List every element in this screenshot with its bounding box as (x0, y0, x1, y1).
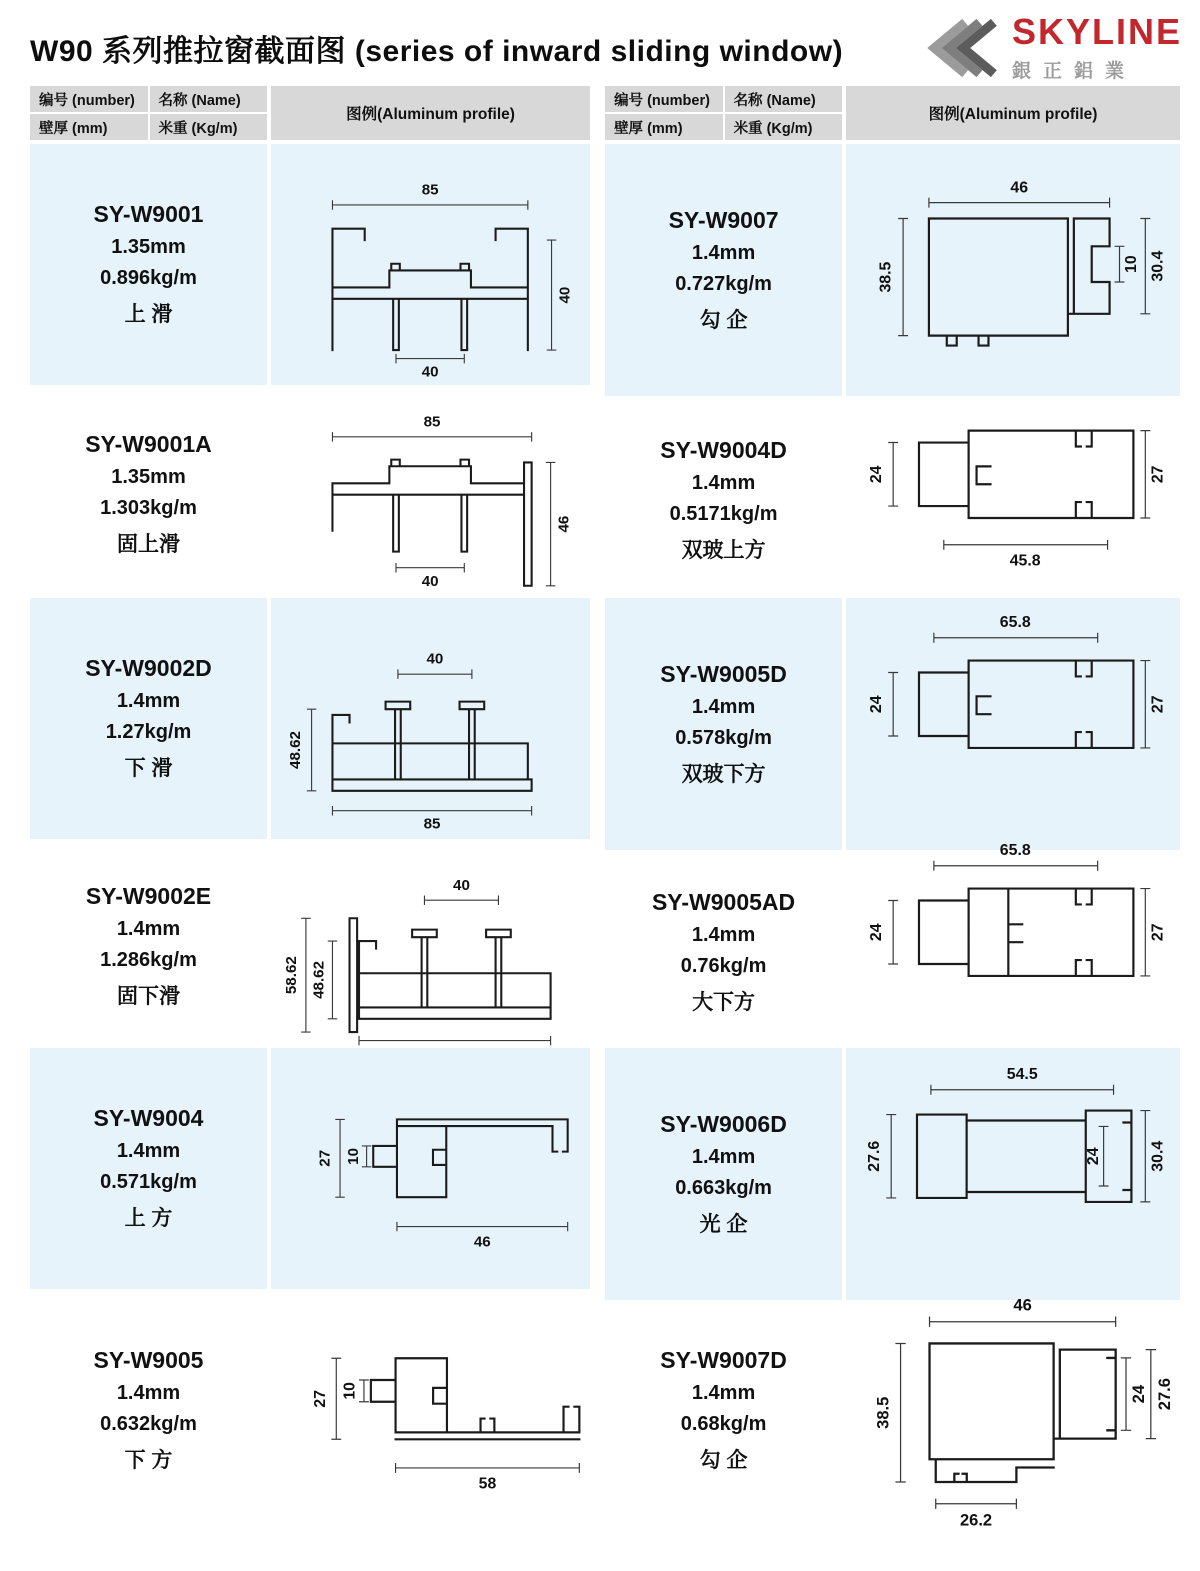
dim-left: 38.5 (873, 1397, 893, 1430)
product-row (30, 374, 590, 594)
brand-name: SKYLINE (1011, 10, 1182, 52)
product-row (605, 598, 1180, 822)
product-thickness: 1.4mm (116, 918, 181, 941)
product-info-cell (605, 826, 842, 1078)
product-weight: 1.303kg/m (100, 497, 197, 520)
product-table-right (605, 86, 1180, 1548)
dim-top: 40 (453, 876, 471, 894)
header-id-cell (30, 86, 267, 140)
profile-drawing-cell (271, 1276, 590, 1544)
brand-text (1011, 10, 1182, 83)
dim-bottom: 45.8 (1009, 552, 1041, 570)
product-info-cell (30, 1276, 267, 1544)
dim-right: 30.4 (1149, 250, 1167, 282)
product-code: SY-W9007D (660, 1346, 787, 1373)
dim-top: 46 (1010, 179, 1028, 197)
product-weight: 0.76kg/m (680, 954, 767, 977)
dim-inner: 10 (345, 1147, 363, 1165)
dim-left: 27.6 (865, 1140, 883, 1172)
dim-right: 30.4 (1149, 1140, 1167, 1172)
dim-bottom: 40 (422, 363, 439, 381)
product-name-cn: 双玻上方 (681, 538, 766, 562)
dim-left: 38.5 (877, 261, 895, 293)
product-info-cell (605, 1276, 842, 1544)
product-name-cn: 上 滑 (124, 303, 173, 327)
dim-left-outer: 58.62 (283, 956, 301, 994)
dim-bottom: 46 (474, 1233, 492, 1251)
product-name-cn: 大下方 (692, 990, 756, 1014)
dim-left: 48.62 (311, 960, 329, 999)
product-thickness: 1.4mm (116, 690, 181, 713)
header-weight-label: 米重 (Kg/m) (725, 114, 843, 140)
dim-left: 24 (867, 923, 885, 942)
header-thickness-label: 壁厚 (mm) (605, 114, 723, 140)
profile-drawing (853, 1053, 1174, 1295)
dim-bottom: 58 (479, 1476, 497, 1494)
product-info-cell (605, 144, 842, 396)
profile-drawing-cell (846, 826, 1180, 1078)
product-code: SY-W9004D (660, 436, 787, 463)
product-thickness: 1.4mm (116, 1381, 181, 1404)
product-tables (0, 86, 1200, 1548)
dim-top: 46 (1013, 1295, 1032, 1315)
profile-drawing-cell (271, 144, 590, 385)
product-code: SY-W9001A (85, 431, 212, 458)
product-row (605, 144, 1180, 370)
product-name-cn: 上 方 (124, 1207, 173, 1231)
product-name-cn: 勾 企 (699, 308, 748, 332)
dim-right: 40 (556, 286, 574, 304)
profile-drawing-cell (846, 144, 1180, 396)
product-code: SY-W9005D (660, 660, 787, 687)
dim-top: 85 (422, 181, 439, 199)
dim-bottom: 40 (422, 572, 439, 590)
product-thickness: 1.35mm (111, 466, 186, 489)
profile-drawing (853, 603, 1174, 845)
product-code: SY-W9001 (93, 201, 204, 228)
product-code: SY-W9004 (93, 1105, 204, 1132)
table-header (605, 86, 1180, 140)
dim-right: 27 (1149, 923, 1167, 942)
header-number-label: 编号 (number) (605, 86, 723, 112)
product-name-cn: 固下滑 (117, 985, 180, 1009)
product-code: SY-W9006D (660, 1110, 787, 1137)
product-row (30, 826, 590, 1044)
product-weight: 0.632kg/m (100, 1412, 197, 1435)
header-weight-label: 米重 (Kg/m) (150, 114, 268, 140)
dim-inner: 24 (1128, 1385, 1148, 1404)
dim-inner: 10 (1122, 255, 1140, 274)
dim-right: 27 (1149, 465, 1167, 484)
profile-drawing (277, 603, 583, 834)
table-header (30, 86, 590, 140)
header-number-label: 编号 (number) (30, 86, 148, 112)
product-thickness: 1.35mm (111, 236, 186, 259)
profile-drawing (853, 1281, 1174, 1538)
dim-left: 24 (867, 695, 885, 714)
dim-bottom: 85 (423, 815, 441, 833)
product-code: SY-W9005 (93, 1346, 204, 1373)
brand-logo (918, 10, 1182, 83)
product-row (30, 598, 590, 833)
dim-right: 27.6 (1154, 1378, 1174, 1411)
product-name-cn: 固上滑 (117, 533, 180, 557)
header-profile-label: 图例(Aluminum profile) (846, 86, 1180, 140)
product-row (30, 1048, 590, 1272)
profile-drawing (277, 831, 583, 1062)
product-thickness: 1.4mm (691, 695, 756, 718)
product-table-left (30, 86, 590, 1548)
header-thickness-label: 壁厚 (mm) (30, 114, 148, 140)
header-profile-label: 图例(Aluminum profile) (271, 86, 590, 140)
profile-drawing-cell (271, 826, 590, 1067)
product-name-cn: 双玻下方 (681, 762, 766, 786)
product-thickness: 1.4mm (691, 1381, 756, 1404)
profile-drawing (277, 1281, 583, 1538)
product-weight: 0.578kg/m (675, 726, 772, 749)
dim-right: 27 (1149, 695, 1167, 714)
page-title: W90 系列推拉窗截面图 (series of inward sliding window) (30, 35, 844, 68)
product-code: SY-W9007 (668, 206, 779, 233)
profile-drawing (853, 379, 1174, 621)
profile-drawing (853, 831, 1174, 1073)
product-thickness: 1.4mm (691, 1145, 756, 1168)
profile-drawing-cell (271, 598, 590, 839)
product-row (30, 144, 590, 381)
product-thickness: 1.4mm (691, 471, 756, 494)
dim-top: 54.5 (1006, 1065, 1038, 1083)
product-code: SY-W9005AD (651, 888, 796, 915)
dim-right: 46 (555, 515, 573, 533)
product-row (605, 826, 1180, 1044)
product-info-cell (30, 598, 267, 839)
product-info-cell (605, 1048, 842, 1300)
product-name-cn: 光 企 (699, 1212, 748, 1236)
product-info-cell (30, 144, 267, 385)
skyline-chevron-icon (918, 14, 1000, 82)
profile-drawing-cell (846, 1276, 1180, 1544)
product-thickness: 1.4mm (116, 1140, 181, 1163)
header-name-label: 名称 (Name) (150, 86, 268, 112)
header-id-cell (605, 86, 842, 140)
product-row (605, 374, 1180, 594)
product-info-cell (30, 374, 267, 615)
profile-drawing (277, 379, 583, 610)
dim-top: 40 (426, 650, 444, 668)
product-weight: 0.896kg/m (100, 267, 197, 290)
header-name-label: 名称 (Name) (725, 86, 843, 112)
brand-subtitle: 銀正鋁業 (1011, 60, 1136, 82)
product-info-cell (30, 826, 267, 1067)
profile-drawing (277, 149, 583, 380)
profile-drawing-cell (846, 374, 1180, 626)
product-thickness: 1.4mm (691, 923, 756, 946)
dim-left: 27 (312, 1390, 330, 1408)
profile-drawing-cell (271, 374, 590, 615)
dim-bottom: 26.2 (959, 1510, 992, 1530)
dim-left: 48.62 (287, 730, 305, 769)
product-row (605, 1276, 1180, 1544)
product-code: SY-W9002E (85, 883, 212, 910)
profile-drawing-cell (271, 1048, 590, 1289)
dim-left: 27 (316, 1149, 334, 1167)
product-weight: 0.571kg/m (100, 1171, 197, 1194)
product-name-cn: 下 方 (124, 1448, 173, 1472)
product-weight: 0.5171kg/m (669, 502, 778, 525)
product-row (30, 1276, 590, 1544)
product-weight: 0.727kg/m (675, 272, 772, 295)
dim-left: 24 (867, 465, 885, 484)
dim-inner: 10 (341, 1382, 359, 1401)
product-thickness: 1.4mm (691, 241, 756, 264)
product-weight: 0.663kg/m (675, 1176, 772, 1199)
product-name-cn: 下 滑 (124, 757, 173, 781)
page-header (0, 0, 1200, 86)
profile-drawing-cell (846, 598, 1180, 850)
profile-drawing (853, 149, 1174, 391)
product-row (605, 1048, 1180, 1272)
profile-drawing-cell (846, 1048, 1180, 1300)
dim-top: 65.8 (999, 613, 1031, 631)
product-info-cell (605, 374, 842, 626)
product-code: SY-W9002D (85, 655, 212, 682)
dim-inner: 24 (1084, 1147, 1102, 1166)
product-info-cell (30, 1048, 267, 1289)
dim-top: 65.8 (999, 841, 1031, 859)
product-name-cn: 勾 企 (699, 1448, 748, 1472)
product-info-cell (605, 598, 842, 850)
product-weight: 0.68kg/m (680, 1412, 767, 1435)
product-weight: 1.27kg/m (105, 721, 192, 744)
dim-top: 85 (423, 413, 441, 431)
profile-drawing (277, 1053, 583, 1284)
product-weight: 1.286kg/m (100, 949, 197, 972)
